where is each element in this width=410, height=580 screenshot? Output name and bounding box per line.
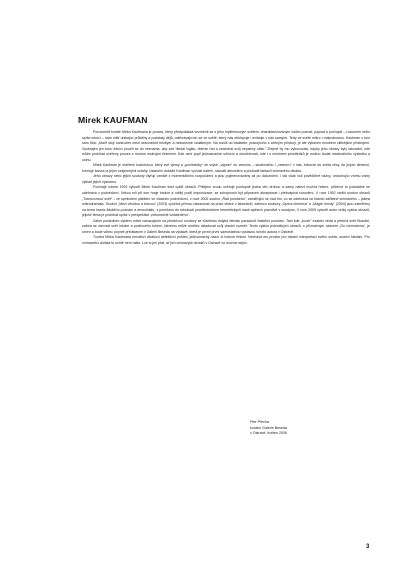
signature-role: kurátor Galerie Beseda (250, 425, 287, 430)
paragraph-1: Porozumět tvorbě Mirka Kaufmana je proces, který předpokládá vezměnit se s jeho myšlenkovým světem, charakterizovaným úsilím poznat, popsat a pochopit – rozumem nebo spíše intuicí – nám vnitř unikající průběhy a podstaty dějů, odehrávajících se ve světě, který nás obklopuje i existuje v nás samých. Tedy ve světě mikro i makrokosmu. Kaufman o tom sám říká: „Malíř stojí rozkročen mezi nekonečně blízkým a nekonečně vzdáleným. Na rozdíl od badatele, pracujícího s cíleným přístrojí, je ale vybaven mnohem citlivějším přístrojem. Vyobrajen jen svou intuicí použít se do neznáma, aby zde hledal logiku, vtěrnin řád a zanechal svůj nepatrný otisk.“ Zřejmě by mu vyhovovalo, kdyby jeho obrazy byly laboratoř, kde může probíhat ověřený proces s mnoha možnými řešeními. Kde není popř jednoznačné urličení a ukončenosti, kde i s minimem prostředků je možno dodat maximálního výsledku a účinu. (82, 130, 370, 162)
paragraph-6: Tvorba Mirka Kaufmana nenabízí divákovi definitivní pohled, jednoznačný názor či hotové řešení. Nechává mu prostor pro vlastní interpretaci svého světa, osobní hledání. Pro vnímavého diváka to určitě není málo. Lze si jen přát, ať jich vnímavých diváků v Ostravě co možná nejvíc. (82, 235, 370, 245)
signature-name: Petr Přecha (250, 420, 269, 424)
paragraph-2: Mirek Kaufman je malířem kosmickou, který své vjemy a „pocitnečky“ ze svých „výprav“ do vesmíru – skutečného i „vesmíru“ v nás, exkurze do světa věcy, do jiných dimenzí, formuje barvou a jejím vzájemnými vztahy. Ustavení dokáže Kaufman vyvolat naléhí, navodit atmosféru a probudit fantazii vnímavého diváka. (82, 163, 370, 173)
signature-block (250, 420, 370, 437)
signature-place-date: v Ostravě, květen 2006 (250, 431, 287, 435)
page-number: 3 (366, 544, 370, 550)
article-title: Mirek KAUFMAN (78, 115, 148, 125)
paragraph-3: Jeho obrazy nebo jejich soubory čtyřují vzniklé z momentálního rozpoložení a jsou pojmenovávány až po dokončení. I tak však volí povědlířně názvy, umocňující vnímu volný výklad jejich významu. (82, 174, 370, 184)
paragraph-4: Počínaje rokem 1992 vytvořil Mirek Kaufman šest cyklů obrazů. Přitéjem zrodu ověřuje postupně jedna věc druhou a samy nalézt možná řešení, přičemž to podstatné se odehrává v podvědomí. Vekou roli při tom hraje intuice a určitý podíl improvizace, se schopností být připraven akceptovat i překvapivá rozuzlení. V roce 1992 vznikl soubor obrazů „Transvomocí svět“ – ve symbolem pábilení ve vlastním podvědomí, v roce 2002 soubor „Řád porušeno“, zaměřující se nad tím, co se odehrává za hranicí zdiiletné vnímaného – jakési mikrodramata. Soubor „Mezi věcidou a barvou“ (2003) využívá přímou návaznost na práci vědce v laboratoři, zatímco soubory „Opera chemica“ a „Magie hmoty“ (2004) jsou zaměřeny na tema hranic lidského poznání a emocinální, s pomíkem do minulosti prostředníctvím hermetických nauk spésích pravdivě v soudyno, V roce 2005 vytvořil autor velký cyklus obrazů, jejichž téma je probíhat spíše v perspektivě „nekonečně vzdáleného“. (82, 185, 370, 218)
paragraph-5: Zatím posledním cyklem volně navazujícím na předchozí soubory se Kaufman dotýká tématu paradoxů lidského poznání. Tam kde „končí“ exaktní věda a přebírá svět filosofie, zabírá se otevírat svět intuice a pocitového tušení, kterému může umělec vkladovat svůj vlastní rozměr. Tento cyklus jednotlivých obrazů, s příznačným názvem „Do nezmámna“, je určen a bude vůbec poprvé představen v Galerii Beseda na výstavě, která je prvnií první samostatnou výstavou tohoto autora v Ostravě. (82, 218, 370, 234)
article-body (82, 130, 370, 246)
